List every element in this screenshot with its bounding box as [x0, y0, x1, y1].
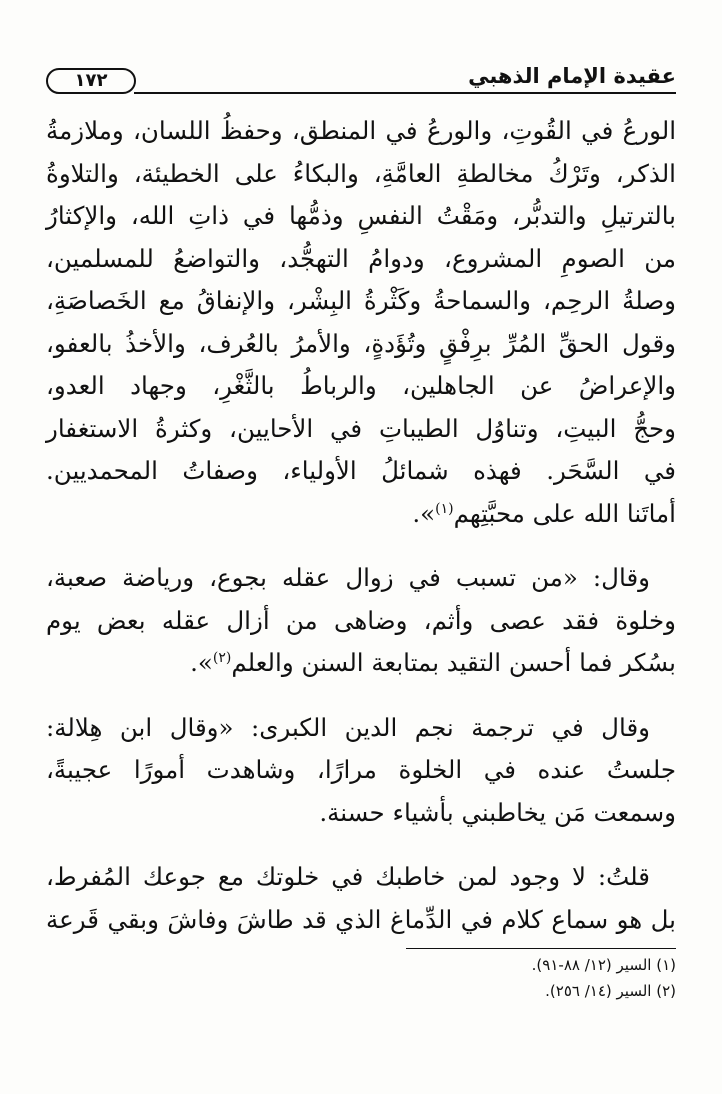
paragraph	[46, 110, 676, 535]
text-line	[46, 856, 676, 899]
text-span: قلتُ: لا وجود لمن خاطبك في خلوتك مع جوعك المُفرط،	[46, 862, 650, 891]
paragraph	[46, 856, 676, 941]
paragraph-gap	[46, 535, 676, 557]
text-line: وقول الحقِّ المُرِّ برِفْقٍ وتُؤَدةٍ، والأمرُ بالعُرف، والأخذُ بالعفو،	[46, 328, 676, 358]
page-header	[46, 62, 676, 102]
text-line	[46, 642, 676, 685]
text-line	[46, 707, 676, 750]
text-line: وصلةُ الرحِم، والسماحةُ وكَثْرةُ البِشْر، والإنفاقُ مع الخَصاصَةِ،	[46, 286, 676, 315]
text-line: وحجُّ البيتِ، وتناوُل الطيباتِ في الأحايين، وكثرةُ الاستغفار	[46, 413, 676, 443]
page-number: ١٧٢	[46, 68, 136, 94]
quote-close: ».	[190, 648, 213, 677]
text-line: في السَّحَر. فهذه شمائلُ الأولياء، وصفاتُ المحمديين.	[46, 456, 676, 485]
header-rule	[134, 92, 676, 94]
quote-close: ».	[412, 498, 436, 528]
text-line: بل هو سماع كلام في الدِّماغ الذي قد طاشَ وفاشَ وبقي قَرعة	[46, 904, 676, 934]
footnotes	[46, 952, 676, 1004]
text-line	[46, 493, 676, 536]
text-line: جلستُ عنده في الخلوة مرارًا، وشاهدت أمورًا عجيبةً،	[46, 755, 676, 784]
footnote: (١) السير (١٢/ ٨٨-٩١).	[531, 956, 676, 974]
text-line: من الصومِ المشروع، ودوامُ التهجُّد، والتواضعُ للمسلمين،	[46, 243, 676, 273]
footnote-marker: (٢)	[212, 650, 232, 666]
footnote-marker: (١)	[435, 500, 454, 517]
quote-end-text: أماتَنا الله على محبَّتِهم	[453, 498, 676, 528]
paragraph	[46, 707, 676, 835]
text-line: وخلوة فقد عصى وأثم، وضاهى من أزال عقله بعض يوم	[46, 605, 676, 635]
text-line: الورعُ في القُوتِ، والورعُ في المنطق، وحفظُ اللسان، وملازمةُ	[46, 116, 676, 145]
footnote: (٢) السير (١٤/ ٢٥٦).	[545, 982, 676, 1000]
text-line: وسمعت مَن يخاطبني بأشياء حسنة.	[319, 797, 676, 827]
paragraph-gap	[46, 834, 676, 856]
text-line	[46, 557, 676, 600]
text-span: وقال: «من تسبب في زوال عقله بجوع، ورياضة صعبة،	[46, 563, 650, 592]
text-span: وقال في ترجمة نجم الدين الكبرى: «وقال ابن هِلالة:	[46, 712, 650, 742]
footnote-separator	[406, 948, 676, 949]
paragraph-gap	[46, 685, 676, 707]
page-body	[46, 110, 676, 941]
running-title: عقيدة الإمام الذهبي	[468, 64, 676, 88]
text-line: والإعراضُ عن الجاهلين، والرباطُ بالثَّغْرِ، وجهاد العدو،	[46, 371, 676, 400]
text-line: بالترتيلِ والتدبُّر، ومَقْتُ النفسِ وذمُّها في ذاتِ الله، والإكثارُ	[46, 201, 676, 230]
text-line: الذكر، وتَرْكُ مخالطةِ العامَّةِ، والبكاءُ على الخطيئة، والتلاوةُ	[46, 158, 676, 188]
quote-end-text: بسُكر فما أحسن التقيد بمتابعة السنن والعلم	[231, 648, 676, 677]
paragraph	[46, 557, 676, 685]
